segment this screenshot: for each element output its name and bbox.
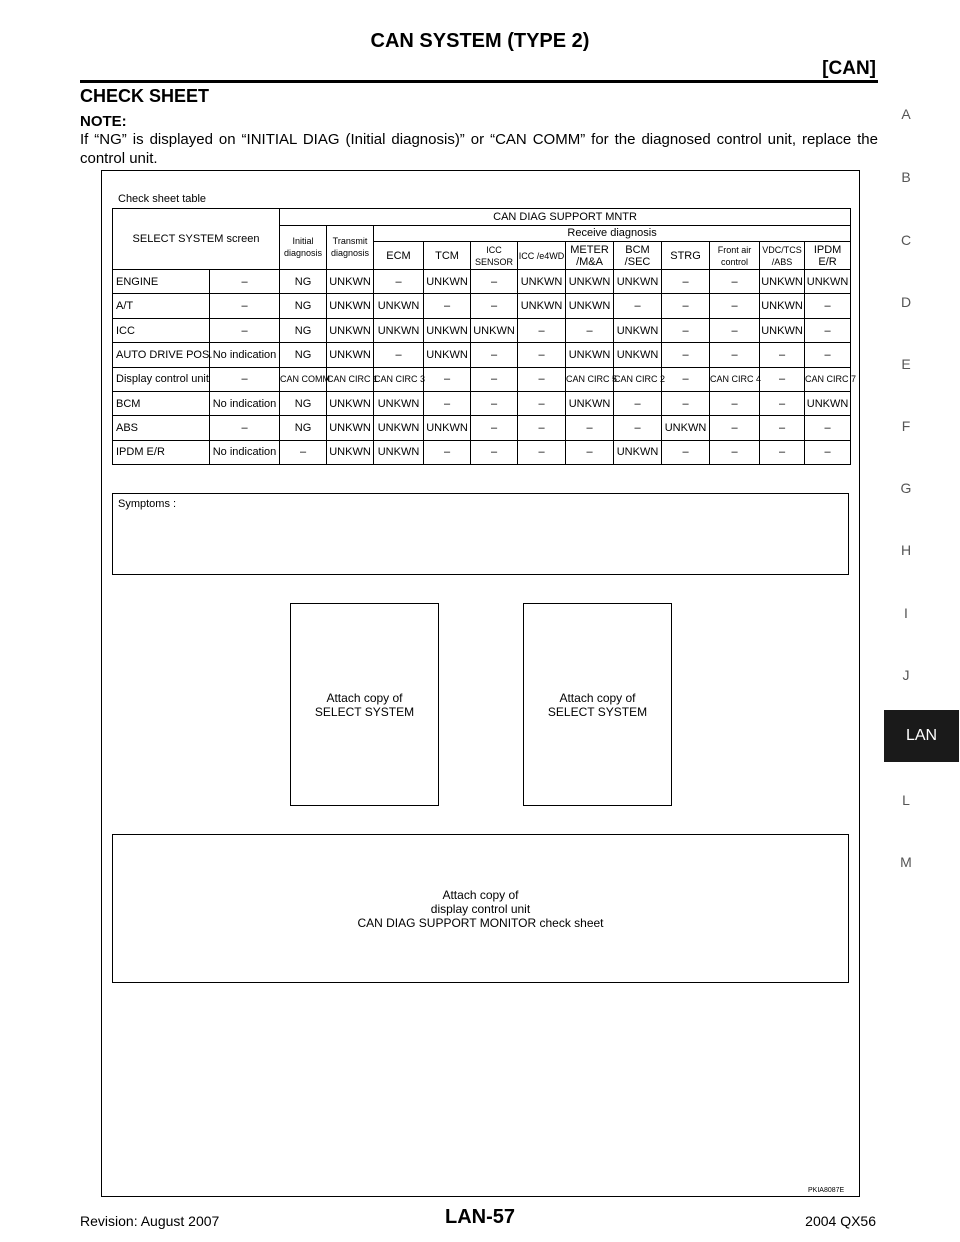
table-cell: UNKWN [566, 343, 614, 367]
table-cell: UNKWN [614, 318, 662, 342]
table-cell: – [471, 294, 518, 318]
column-header: TCM [424, 242, 471, 270]
table-cell: UNKWN [566, 270, 614, 294]
table-cell: – [210, 318, 280, 342]
table-cell: UNKWN [374, 294, 424, 318]
table-cell: UNKWN [374, 318, 424, 342]
table-row [113, 416, 851, 440]
table-cell: CAN CIRC 1 [327, 367, 374, 391]
header-rule [80, 80, 878, 83]
table-cell: CAN CIRC 3 [374, 367, 424, 391]
table-cell: No indication [210, 440, 280, 464]
table-cell: NG [280, 318, 327, 342]
index-tab-l[interactable]: L [902, 792, 910, 808]
index-tab-e[interactable]: E [901, 356, 911, 372]
table-cell: NG [280, 294, 327, 318]
row-system-label: ENGINE [113, 270, 210, 294]
row-system-label: AUTO DRIVE POS. [113, 343, 210, 367]
index-tab-f[interactable]: F [901, 418, 911, 434]
table-cell: UNKWN [566, 294, 614, 318]
index-tab-lan-active[interactable]: LAN [884, 710, 959, 762]
table-cell: – [805, 440, 851, 464]
attach-left-text: Attach copy of SELECT SYSTEM [314, 690, 415, 719]
table-cell: UNKWN [760, 318, 805, 342]
row-system-label: IPDM E/R [113, 440, 210, 464]
section-heading: CHECK SHEET [80, 86, 210, 106]
table-row [113, 270, 851, 294]
column-header: Front air control [710, 242, 760, 270]
table-cell: NG [280, 270, 327, 294]
table-cell: – [518, 367, 566, 391]
section-label: [CAN] [822, 58, 876, 79]
table-cell: – [374, 270, 424, 294]
column-header: BCM /SEC [614, 242, 662, 270]
table-cell: – [210, 416, 280, 440]
column-header: IPDM E/R [805, 242, 851, 270]
table-cell: – [471, 391, 518, 415]
table-row [113, 294, 851, 318]
footer-page-number: LAN-57 [444, 1206, 515, 1228]
column-header: ICC SENSOR [471, 242, 518, 270]
table-cell: – [471, 416, 518, 440]
table-cell: – [760, 343, 805, 367]
table-cell: UNKWN [424, 416, 471, 440]
index-tab-i[interactable]: I [904, 605, 908, 621]
column-header: ECM [374, 242, 424, 270]
table-cell: UNKWN [518, 270, 566, 294]
table-cell: UNKWN [662, 416, 710, 440]
table-cell: UNKWN [614, 440, 662, 464]
table-cell: – [662, 270, 710, 294]
table-cell: UNKWN [760, 294, 805, 318]
table-cell: UNKWN [327, 270, 374, 294]
table-cell: – [566, 318, 614, 342]
table-cell: – [471, 343, 518, 367]
table-cell: – [566, 440, 614, 464]
column-header: ICC /e4WD [518, 242, 566, 270]
table-cell: – [471, 367, 518, 391]
attach-right-text: Attach copy of SELECT SYSTEM [547, 690, 648, 719]
select-system-header: SELECT SYSTEM screen [113, 209, 280, 270]
table-cell: UNKWN [471, 318, 518, 342]
attach-select-system-left [290, 603, 439, 806]
table-cell: CAN CIRC 7 [805, 367, 851, 391]
table-cell: – [662, 294, 710, 318]
table-caption: Check sheet table [118, 193, 207, 205]
table-cell: NG [280, 391, 327, 415]
attach-display-control-unit [112, 834, 849, 983]
table-cell: UNKWN [327, 343, 374, 367]
table-cell: – [760, 416, 805, 440]
table-cell: – [424, 391, 471, 415]
table-cell: – [710, 270, 760, 294]
column-header: VDC/TCS /ABS [760, 242, 805, 270]
table-cell: – [614, 416, 662, 440]
table-cell: – [424, 367, 471, 391]
table-cell: – [710, 391, 760, 415]
table-row [113, 343, 851, 367]
table-cell: CAN CIRC 4 [710, 367, 760, 391]
row-system-label: BCM [113, 391, 210, 415]
table-cell: – [710, 318, 760, 342]
row-system-label: A/T [113, 294, 210, 318]
table-cell: UNKWN [424, 343, 471, 367]
transmit-diagnosis-header: Transmit diagnosis [327, 225, 374, 270]
table-row [113, 367, 851, 391]
table-cell: – [710, 343, 760, 367]
index-tab-j[interactable]: J [902, 667, 910, 683]
table-cell: – [518, 391, 566, 415]
table-cell: – [805, 343, 851, 367]
table-cell: CAN CIRC 2 [614, 367, 662, 391]
table-cell: – [760, 440, 805, 464]
table-cell: NG [280, 416, 327, 440]
can-diag-support-header: CAN DIAG SUPPORT MNTR [280, 209, 851, 226]
table-cell: CAN COMM [280, 367, 327, 391]
check-sheet-table [112, 208, 857, 465]
index-tab-b[interactable]: B [901, 169, 911, 185]
table-cell: UNKWN [374, 391, 424, 415]
table-cell: UNKWN [374, 440, 424, 464]
table-row [113, 440, 851, 464]
table-cell: – [662, 318, 710, 342]
attach-bottom-text: Attach copy of display control unit CAN DIAG SUPPORT MONITOR check sheet [357, 887, 604, 930]
figure-code: PKIA8087E [808, 1187, 845, 1194]
column-header: STRG [662, 242, 710, 270]
table-cell: – [614, 391, 662, 415]
table-cell: – [471, 440, 518, 464]
row-system-label: ICC [113, 318, 210, 342]
table-cell: – [280, 440, 327, 464]
table-cell: – [710, 294, 760, 318]
table-cell: No indication [210, 343, 280, 367]
symptoms-label: Symptoms : [118, 498, 177, 510]
table-cell: CAN CIRC 5 [566, 367, 614, 391]
table-cell: UNKWN [614, 343, 662, 367]
table-cell: UNKWN [327, 318, 374, 342]
footer-model: 2004 QX56 [805, 1213, 876, 1229]
table-cell: – [805, 294, 851, 318]
table-cell: NG [280, 343, 327, 367]
index-tab-m[interactable]: M [900, 854, 912, 870]
table-cell: UNKWN [327, 416, 374, 440]
footer-revision: Revision: August 2007 [80, 1213, 220, 1229]
table-cell: – [662, 391, 710, 415]
row-system-label: Display control unit [113, 367, 210, 391]
table-cell: – [518, 416, 566, 440]
table-cell: – [662, 343, 710, 367]
table-cell: UNKWN [805, 391, 851, 415]
receive-diagnosis-header: Receive diagnosis [374, 225, 851, 242]
table-cell: – [518, 440, 566, 464]
attach-select-system-right [523, 603, 672, 806]
index-tab-h[interactable]: H [900, 542, 912, 558]
table-cell: UNKWN [424, 318, 471, 342]
page-title: CAN SYSTEM (TYPE 2) [370, 30, 590, 52]
table-cell: – [471, 270, 518, 294]
table-cell: – [805, 318, 851, 342]
table-cell: – [710, 416, 760, 440]
table-cell: UNKWN [327, 440, 374, 464]
table-cell: – [710, 440, 760, 464]
column-header: METER /M&A [566, 242, 614, 270]
table-row [113, 391, 851, 415]
initial-diagnosis-header: Initial diagnosis [280, 225, 327, 270]
row-system-label: ABS [113, 416, 210, 440]
table-cell: – [566, 416, 614, 440]
index-tab-a[interactable]: A [901, 106, 911, 122]
table-cell: UNKWN [805, 270, 851, 294]
note-text: If “NG” is displayed on “INITIAL DIAG (Initial diagnosis)” or “CAN COMM” for the diagnosed control unit, replace the control unit. [80, 131, 878, 167]
table-cell: UNKWN [327, 391, 374, 415]
table-body [113, 270, 857, 465]
table-cell: No indication [210, 391, 280, 415]
table-cell: – [662, 367, 710, 391]
index-tab-d[interactable]: D [900, 294, 912, 310]
table-cell: – [210, 367, 280, 391]
table-cell: – [662, 440, 710, 464]
table-cell: – [518, 318, 566, 342]
symptoms-box [112, 493, 849, 575]
index-tab-g[interactable]: G [900, 480, 912, 496]
table-cell: – [805, 416, 851, 440]
table-cell: – [424, 294, 471, 318]
table-cell: UNKWN [424, 270, 471, 294]
table-cell: UNKWN [566, 391, 614, 415]
table-cell: – [210, 294, 280, 318]
table-cell: – [760, 367, 805, 391]
table-cell: UNKWN [760, 270, 805, 294]
table-cell: UNKWN [374, 416, 424, 440]
table-cell: – [424, 440, 471, 464]
table-cell: – [210, 270, 280, 294]
note-label: NOTE: [80, 113, 127, 130]
index-tab-c[interactable]: C [900, 232, 912, 248]
table-row [113, 318, 851, 342]
table-cell: UNKWN [614, 270, 662, 294]
table-cell: – [518, 343, 566, 367]
table-cell: – [760, 391, 805, 415]
table-cell: UNKWN [518, 294, 566, 318]
table-cell: – [374, 343, 424, 367]
table-cell: UNKWN [327, 294, 374, 318]
table-cell: – [614, 294, 662, 318]
